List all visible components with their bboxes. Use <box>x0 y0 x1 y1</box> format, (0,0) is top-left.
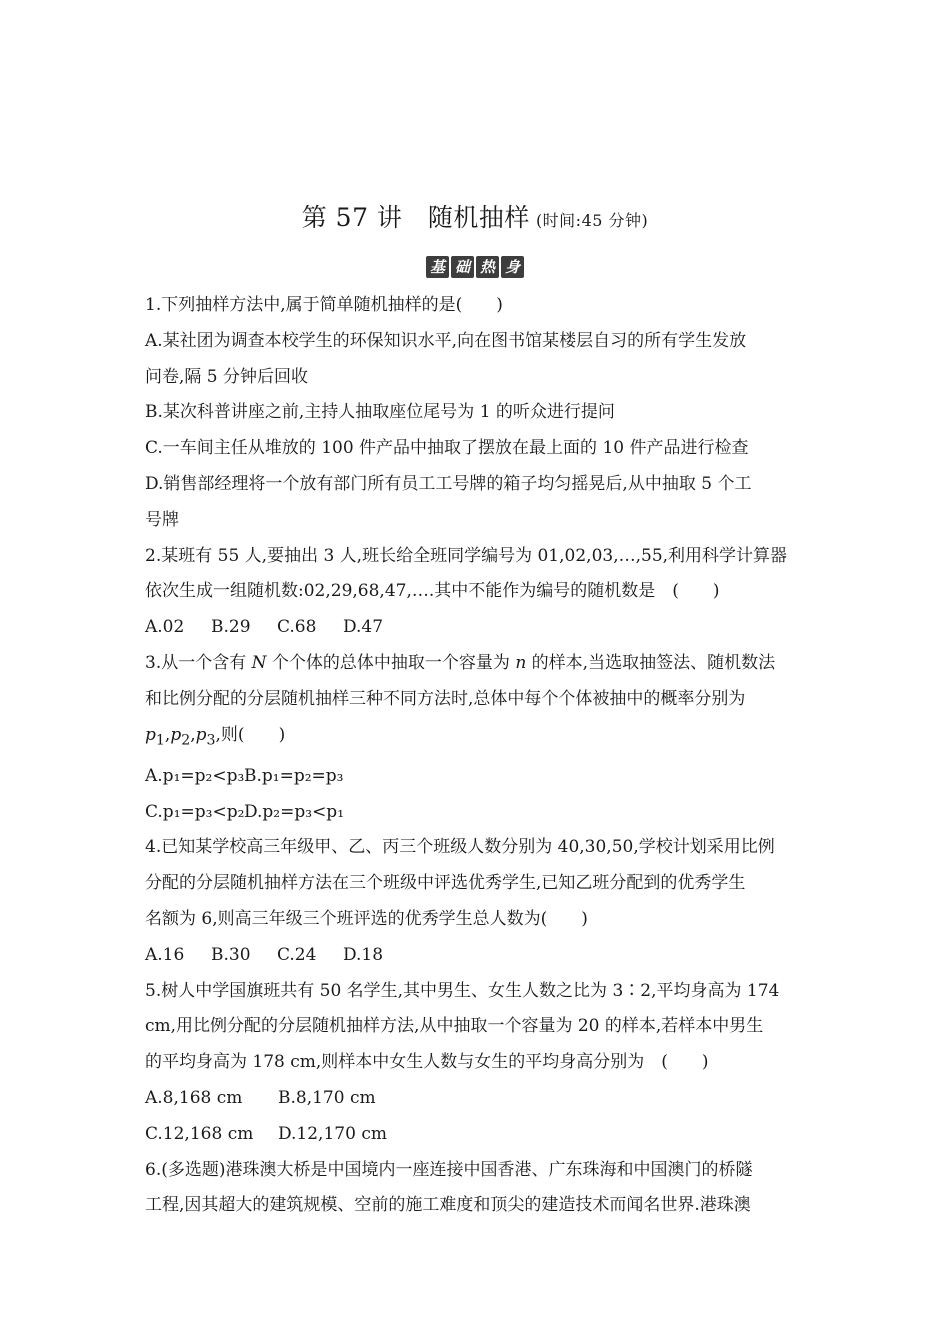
option: C.12,168 cm <box>145 1123 254 1144</box>
q3-options-cd <box>145 795 810 831</box>
option: C.68 <box>277 617 317 638</box>
q1-option-c: C.一车间主任从堆放的 100 件产品中抽取了摆放在最上面的 10 件产品进行检查 <box>145 438 749 459</box>
var-N: N <box>251 652 267 673</box>
option: D.p₂=p₃<p₁ <box>244 801 345 822</box>
q5-stem-end: 的平均身高为 178 cm,则样本中女生人数与女生的平均身高分别为 ( ) <box>145 1052 709 1073</box>
q2-stem: 2.某班有 55 人,要抽出 3 人,班长给全班同学编号为 01,02,03,…,55,利用科学计算器 <box>145 545 788 566</box>
option: C.p₁=p₃<p₂ <box>145 801 245 822</box>
var-n: n <box>515 652 527 673</box>
q5-options-cd <box>145 1117 810 1153</box>
question-list <box>145 288 810 1224</box>
q5-stem: 5.树人中学国旗班共有 50 名学生,其中男生、女生人数之比为 3∶2,平均身高为 174 <box>145 980 780 1001</box>
badge-char: 础 <box>451 256 474 278</box>
q1-option-b: B.某次科普讲座之前,主持人抽取座位尾号为 1 的听众进行提问 <box>145 402 615 423</box>
q6-stem: 6.(多选题)港珠澳大桥是中国境内一座连接中国香港、广东珠海和中国澳门的桥隧 <box>145 1159 753 1180</box>
q1-option-a: A.某社团为调查本校学生的环保知识水平,向在图书馆某楼层自习的所有学生发放 <box>145 330 747 351</box>
section-badge <box>426 256 524 278</box>
option: B.8,170 cm <box>278 1087 376 1108</box>
q5-stem-cont: cm,用比例分配的分层随机抽样方法,从中抽取一个容量为 20 的样本,若样本中男生 <box>145 1016 764 1037</box>
option: C.24 <box>277 944 317 965</box>
q4-options <box>145 938 810 974</box>
option: A.8,168 cm <box>145 1087 243 1108</box>
badge-char: 热 <box>476 256 499 278</box>
q3-stem-cont: 和比例分配的分层随机抽样三种不同方法时,总体中每个个体被抽中的概率分别为 <box>145 688 746 709</box>
option: D.47 <box>343 617 384 638</box>
lesson-title: 第 57 讲 随机抽样 <box>301 203 530 232</box>
option: D.12,170 cm <box>278 1123 387 1144</box>
q3-stem-end: $p_1,p_2,p_3$,则( ) <box>145 724 286 748</box>
option: D.18 <box>343 944 384 965</box>
option: A.02 <box>145 617 185 638</box>
page-title <box>0 198 950 234</box>
q2-stem-cont: 依次生成一组随机数:02,29,68,47,….其中不能作为编号的随机数是 ( ) <box>145 581 720 602</box>
q3-stem: 3.从一个含有 N 个个体的总体中抽取一个容量为 n 的样本,当选取抽签法、随机数法 <box>145 652 776 673</box>
option: B.29 <box>211 617 251 638</box>
option: A.p₁=p₂<p₃ <box>145 765 245 786</box>
q4-stem: 4.已知某学校高三年级甲、乙、丙三个班级人数分别为 40,30,50,学校计划采用比例 <box>145 837 775 858</box>
q3-options-ab <box>145 759 810 795</box>
q1-option-a-cont: 问卷,隔 5 分钟后回收 <box>145 366 309 387</box>
q4-stem-end: 名额为 6,则高三年级三个班评选的优秀学生总人数为( ) <box>145 908 588 929</box>
q2-options <box>145 610 810 646</box>
q6-stem-cont: 工程,因其超大的建筑规模、空前的施工难度和顶尖的建造技术而闻名世界.港珠澳 <box>145 1195 751 1216</box>
option: B.30 <box>211 944 251 965</box>
q1-option-d: D.销售部经理将一个放有部门所有员工工号牌的箱子均匀摇晃后,从中抽取 5 个工 <box>145 473 752 494</box>
badge-char: 基 <box>426 256 449 278</box>
badge-char: 身 <box>501 256 524 278</box>
q1-stem: 1.下列抽样方法中,属于简单随机抽样的是( ) <box>145 295 503 315</box>
time-limit: (时间:45 分钟) <box>535 211 649 230</box>
q1-option-d-cont: 号牌 <box>145 509 179 530</box>
q4-stem-cont: 分配的分层随机抽样方法在三个班级中评选优秀学生,已知乙班分配到的优秀学生 <box>145 873 746 894</box>
q5-options-ab <box>145 1081 810 1117</box>
option: A.16 <box>145 944 185 965</box>
option: B.p₁=p₂=p₃ <box>244 765 344 786</box>
